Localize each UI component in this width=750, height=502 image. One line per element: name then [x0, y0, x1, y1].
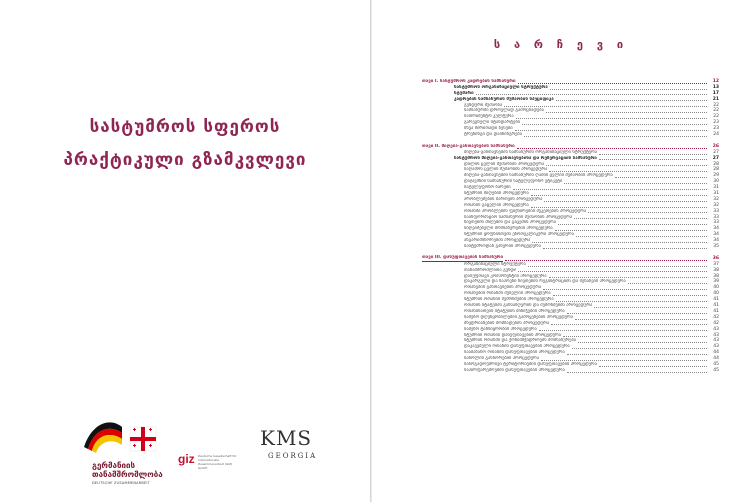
- table-of-contents: [422, 79, 719, 374]
- toc-entry-page: 33: [713, 220, 719, 226]
- toc-entry-page: 36: [712, 255, 719, 261]
- toc-entry-page: 23: [713, 126, 719, 132]
- toc-entry-page: 34: [713, 226, 719, 232]
- toc-entry-title: დაკარგული და ნაპოვნი ნივთების რეგისტრაციის და შენახვის პროცედურა: [464, 279, 626, 285]
- toc-entry-title: მხედრიანების მომზადების პროცედურა: [464, 320, 550, 326]
- toc-entry-page: 23: [713, 120, 719, 126]
- kms-logo-subtext: GEORGIA: [268, 452, 318, 460]
- toc-entry-title: სააბაზანო ოთახის დასუფთავების პროცედურა: [464, 350, 565, 356]
- toc-entry-page: 21: [712, 96, 719, 102]
- toc-dot-leader: [553, 295, 707, 296]
- toc-entry-page: 34: [713, 232, 719, 238]
- toc-entry-page: 38: [713, 273, 719, 279]
- toc-entry-title: საწოლის გასწორების პროცედურა: [464, 356, 539, 362]
- toc-dot-leader: [556, 100, 707, 101]
- toc-dot-leader: [549, 171, 707, 172]
- toc-dot-leader: [558, 224, 707, 225]
- toc-entry-title: სტუმრის ოთახის დასუფთავების პროცედურა: [464, 332, 562, 338]
- toc-entry-page: 12: [712, 78, 719, 84]
- toc-entry-title: სიღვიძებელი მომსახურების პროცედურა: [464, 226, 553, 232]
- toc-dot-leader: [599, 159, 707, 160]
- toc-entry-title: ორგანიზაციული სტრუქტურა: [464, 261, 526, 267]
- toc-entry[interactable]: [422, 132, 719, 138]
- toc-entry-page: 42: [713, 314, 719, 320]
- toc-entry-page: 32: [713, 202, 719, 208]
- toc-dot-leader: [574, 218, 707, 219]
- toc-entry-title: სტუმრის მიღების პროცედურა: [464, 191, 529, 197]
- german-cooperation-logo: [82, 417, 164, 495]
- toc-entry-title: სტუმარი: [454, 90, 474, 96]
- toc-entry-title: ოთახების განთავსების პროცედურა: [464, 285, 542, 291]
- toc-dot-leader: [588, 212, 707, 213]
- toc-entry-title: ტრენინგი და დაინინგრება: [464, 132, 523, 137]
- toc-entry-page: 31: [713, 191, 719, 197]
- toc-entry-page: 30: [713, 179, 719, 185]
- toc-dot-leader: [522, 124, 707, 125]
- toc-entry-title: ოთახის გაცვლის პროცედურა: [464, 202, 529, 208]
- toc-entry[interactable]: [422, 368, 719, 374]
- toc-entry-page: 34: [713, 238, 719, 244]
- toc-entry-page: 43: [713, 338, 719, 344]
- toc-entry-title: ოთახისათვის სტატუსის მინიჭების პროცედურა: [464, 308, 565, 314]
- toc-dot-leader: [575, 319, 707, 320]
- toc-entry-page: 39: [713, 279, 719, 285]
- toc-dot-leader: [594, 307, 707, 308]
- toc-dot-leader: [539, 330, 707, 331]
- toc-dot-leader: [615, 177, 707, 178]
- toc-entry-title: თანამშრომლითა გუნდი: [464, 267, 517, 273]
- toc-entry-page: 38: [713, 267, 719, 273]
- toc-dot-leader: [531, 207, 707, 208]
- toc-entry-page: 17: [712, 90, 719, 96]
- toc-entry-title: საზოგადოებრივი ტერიტორიების დასუფთავების პროცედურა: [464, 361, 597, 367]
- giz-logo: [178, 452, 238, 474]
- toc-entry-title: სასტუმროს მიღება-განთავსებისა და რეზერვაციის სამსახური: [454, 155, 597, 161]
- toc-entry-page: 45: [713, 367, 719, 373]
- toc-entry-title: მიღება-განთავსების სამსახურის ორგანიზაციული სტრუქტურა: [464, 149, 598, 155]
- cover-title-line2: პრაქტიკული გზამკვლევი: [63, 150, 307, 170]
- toc-entry-page: 42: [713, 320, 719, 326]
- toc-dot-leader: [513, 189, 707, 190]
- toc-dot-leader: [543, 248, 707, 249]
- toc-entry-title: სათრიმენტო კულტურა: [464, 114, 514, 120]
- toc-entry[interactable]: [422, 244, 719, 250]
- toc-entry-title: საღამოს ცვლის მუშაობის პროცედურა: [464, 167, 548, 173]
- toc-entry-title: ოთახების ოთახში შესვლის პროცედურა: [464, 291, 551, 297]
- zusam-german-text: DEUTSCHE ZUSAMMENARBEIT: [92, 481, 150, 485]
- toc-entry-title: მიღება-განთავსების სამსახურის ღამის ცვლის მუშაობის პროცედურა: [464, 173, 613, 179]
- toc-entry-title: საინფორმაციო სამსახურის მუშაობის პროცედურა: [464, 214, 573, 220]
- toc-entry-title: ანგარიშსწორების პროცედურა: [464, 238, 531, 244]
- toc-entry-title: გარეგნული სტანდარტები: [464, 120, 520, 126]
- toc-entry-title: საპირფარეშოების დასუფთავების პროცედურა: [464, 367, 565, 373]
- toc-entry-title: სატელეფონო ზარები: [464, 185, 511, 191]
- toc-entry-page: 28: [713, 167, 719, 173]
- toc-entry-title: სხვა ძირითადი წესები: [464, 126, 513, 132]
- toc-entry-page: 24: [713, 132, 719, 137]
- toc-entry-page: 27: [713, 149, 719, 155]
- toc-dot-leader: [504, 106, 707, 107]
- toc-entry-page: 31: [713, 185, 719, 191]
- toc-entry-title: პრობლემების მართვის პროცედურა: [464, 196, 543, 202]
- toc-dot-leader: [543, 289, 707, 290]
- toc-dot-leader: [516, 118, 707, 119]
- toc-entry-page: 43: [713, 326, 719, 332]
- toc-entry-title: გუნდური მუშაობა: [464, 102, 503, 108]
- toc-dot-leader: [563, 336, 707, 337]
- toc-dot-leader: [476, 94, 707, 95]
- toc-entry-title: სტუმრის ოთახში და ქოჩიშმჭიდროებს მომსახურება: [464, 338, 577, 344]
- toc-dot-leader: [532, 242, 707, 243]
- toc-entry-page: 40: [713, 285, 719, 291]
- toc-entry-page: 29: [713, 173, 719, 179]
- cover-title-line1: სასტუმროს სფეროს: [89, 117, 281, 137]
- toc-dot-leader: [567, 354, 707, 355]
- toc-dot-leader: [578, 342, 707, 343]
- toc-entry-page: 22: [713, 102, 719, 108]
- toc-dot-leader: [528, 266, 707, 267]
- kms-logo-text: KMS: [260, 426, 313, 450]
- giz-logo-text: giz: [178, 452, 195, 466]
- toc-entry-title: სტუმრის ოთახის შემოწმების პროცედურა: [464, 297, 554, 303]
- toc-dot-leader: [564, 183, 707, 184]
- toc-dot-leader: [541, 360, 707, 361]
- toc-entry-page: 26: [712, 143, 719, 149]
- toc-dot-leader: [517, 148, 707, 149]
- toc-dot-leader: [505, 260, 707, 261]
- toc-entry-title: დილის ცვლის მუშაობის პროცედურა: [464, 161, 545, 167]
- toc-entry-page: 43: [713, 332, 719, 338]
- toc-entry-page: 43: [713, 344, 719, 350]
- toc-dot-leader: [551, 324, 707, 325]
- zusam-georgian-text: გერმანიის თანამშრომლობა: [92, 461, 163, 479]
- toc-entry-page: 28: [713, 161, 719, 167]
- toc-entry-title: კადრების სამსახურის მუშაობის სპეციფიკა: [454, 96, 554, 102]
- toc-entry-title: ოთახში პრობლემის ფიქსირების შეკეთების პროცედურა: [464, 208, 587, 214]
- toc-dot-leader: [546, 112, 707, 113]
- toc-entry-page: 37: [713, 261, 719, 267]
- toc-dot-leader: [550, 89, 707, 90]
- toc-dot-leader: [628, 283, 707, 284]
- toc-entry-page: 41: [713, 297, 719, 303]
- toc-entry-title: დასუფთავი კომპონენტის პროცედურა: [464, 273, 547, 279]
- toc-entry-title: სასტუმროდან გაწერის პროცედურა: [464, 244, 541, 250]
- toc-entry-title: სამეზო ტანსიყრობის პროცედურა: [464, 326, 537, 332]
- toc-heading: ს ა რ ჩ ე ვ ი: [493, 38, 629, 51]
- toc-entry-page: 44: [713, 356, 719, 362]
- toc-dot-leader: [518, 83, 707, 84]
- toc-dot-leader: [544, 201, 707, 202]
- toc-entry-page: 33: [713, 208, 719, 214]
- toc-entry-page: 32: [713, 196, 719, 202]
- toc-entry-title: თავი III. დასუფთავების სამსახური: [422, 254, 504, 260]
- toc-dot-leader: [599, 154, 707, 155]
- toc-entry-title: თავი I. სასტუმროს კადრების სამსახური: [422, 78, 516, 84]
- toc-entry-title: ოთახის სტატუსის განსაზღვრის და შემოწმების პროცედურა: [464, 303, 593, 309]
- toc-entry-page: 44: [713, 350, 719, 356]
- toc-entry-title: სასტუმროს ორგანიზაციული სტრუქტურა: [454, 84, 548, 90]
- toc-dot-leader: [524, 136, 707, 137]
- toc-dot-leader: [576, 236, 707, 237]
- toc-entry-title: სტუმრის ყოფნისთვის ეზოთეკლიკური პროცედურა: [464, 232, 574, 238]
- toc-entry-title: ნივთების მიღების და გაცემის პროცედურა: [464, 220, 557, 226]
- toc-entry-page: 35: [713, 244, 719, 250]
- flags-ribbon-icon: [82, 417, 164, 461]
- toc-dot-leader: [567, 372, 707, 373]
- toc-dot-leader: [567, 313, 707, 314]
- toc-dot-leader: [572, 348, 707, 349]
- toc-entry-page: 27: [712, 155, 719, 161]
- kms-georgia-logo: [256, 426, 328, 478]
- toc-dot-leader: [555, 230, 707, 231]
- toc-entry-page: 22: [713, 114, 719, 120]
- toc-entry-page: 41: [713, 308, 719, 314]
- toc-dot-leader: [515, 130, 707, 131]
- toc-dot-leader: [549, 277, 707, 278]
- toc-entry-page: 45: [713, 361, 719, 367]
- toc-entry-title: დაჯავშნის სამსახურის სატელეფონო ეტიკეტი: [464, 179, 563, 185]
- toc-entry-page: 40: [713, 291, 719, 297]
- toc-entry-title: დაკავებული ოთახის დასუფთავების პროცედურა: [464, 344, 570, 350]
- toc-entry-title: სამეზო დღეწყობილების გამოყენების პროცედურა: [464, 314, 574, 320]
- toc-entry-page: 22: [713, 108, 719, 114]
- toc-dot-leader: [556, 301, 707, 302]
- toc-entry-page: 33: [713, 214, 719, 220]
- toc-entry-page: 41: [713, 303, 719, 309]
- toc-dot-leader: [531, 195, 707, 196]
- toc-entry-page: 13: [712, 84, 719, 90]
- toc-dot-leader: [546, 165, 707, 166]
- toc-entry-title: სამსახურში დროულად გამოცხადება: [464, 108, 544, 114]
- toc-dot-leader: [518, 271, 707, 272]
- giz-logo-subtext: Deutsche Gesellschaft für Internationale Zusammenarbeit (GIZ) GmbH: [198, 454, 237, 470]
- toc-dot-leader: [599, 366, 707, 367]
- cover-page: [0, 0, 371, 502]
- toc-page: [372, 0, 750, 502]
- toc-entry-title: თავი II. მიღება-განთავსების სამსახური: [422, 143, 515, 149]
